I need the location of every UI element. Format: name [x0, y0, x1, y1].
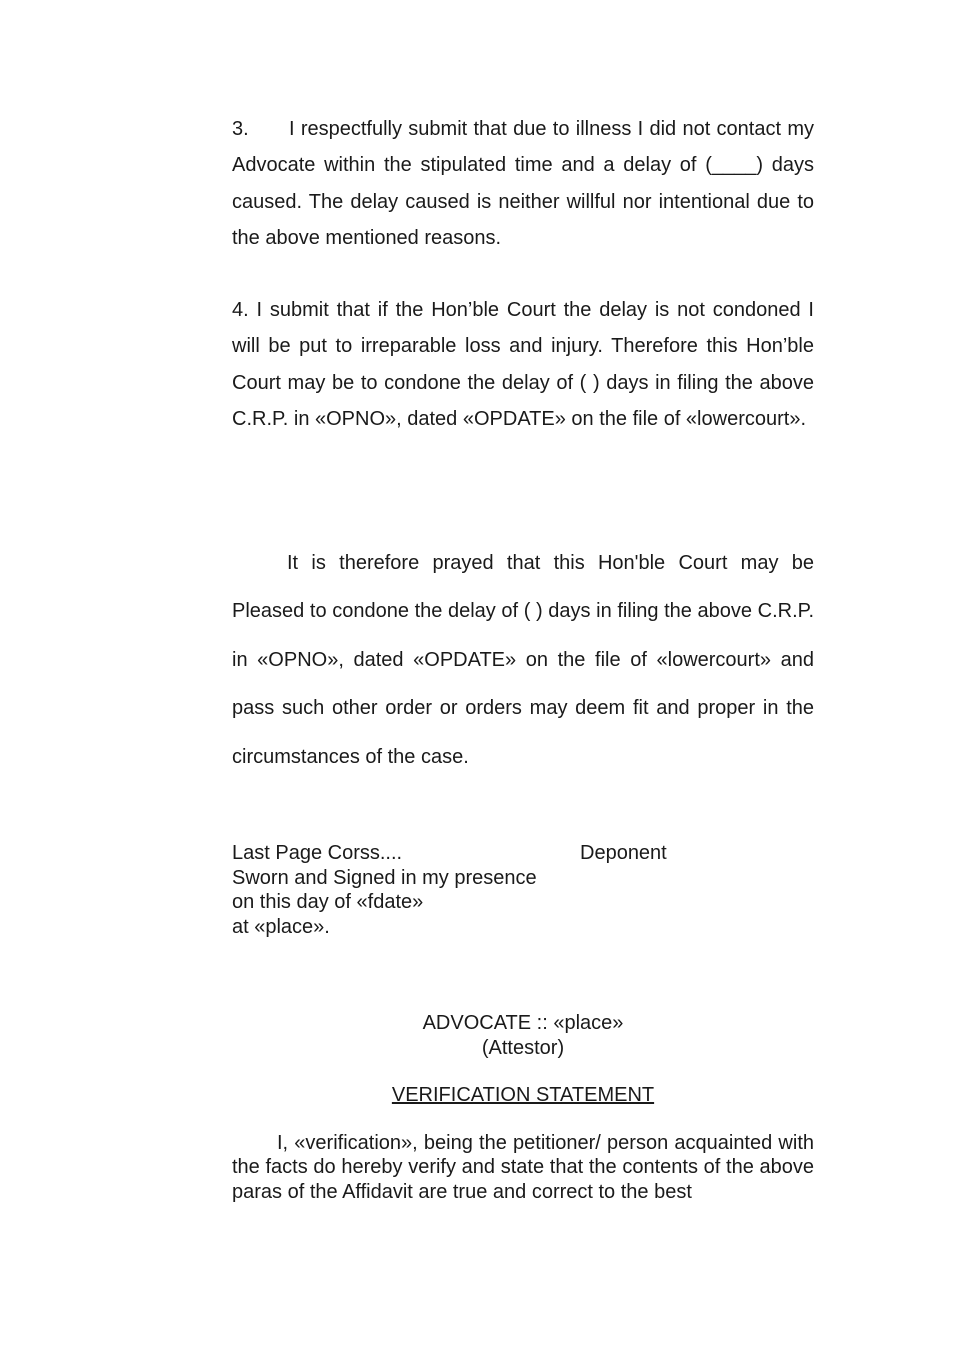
prayer-paragraph: It is therefore prayed that this Hon'ble Court may be Pleased to condone the delay of ( ) days in filing the above C.R.P. in «OPNO», dated «OPDATE» on the file of «lowercourt» and pass such other order or orders may deem fit and proper in the circumstances of the case.	[232, 552, 814, 768]
signature-line-3: on this day of «fdate»	[232, 891, 424, 913]
deponent-label: Deponent	[580, 842, 667, 864]
paragraph-3-number: 3.	[232, 118, 249, 140]
verification-title: VERIFICATION STATEMENT	[391, 1084, 655, 1106]
signature-line-4: at «place».	[232, 915, 330, 938]
attestor-line: (Attestor)	[481, 1036, 565, 1059]
paragraph-3-text: I respectfully submit that due to illness I did not contact my Advocate within the stipulated time and a delay of (____) days caused. The delay caused is neither willful nor intentional due to the above mentioned reasons.	[232, 118, 814, 249]
signature-block	[232, 841, 537, 939]
advocate-line: ADVOCATE :: «place»	[422, 1012, 624, 1034]
advocate-block	[232, 1011, 814, 1060]
signature-line-1: Last Page Corss....	[232, 842, 403, 864]
signature-line-2: Sworn and Signed in my presence	[232, 866, 537, 889]
paragraph-3	[232, 111, 814, 256]
verification-text: I, «verification», being the petitioner/ person acquainted with the facts do hereby verify and state that the contents of the above paras of the Affidavit are true and correct to the best	[232, 1132, 814, 1203]
paragraph-4: 4. I submit that if the Hon’ble Court the delay is not condoned I will be put to irreparable loss and injury. Therefore this Hon’ble Court may be to condone the delay of ( ) days in filing the above C.R.P. in «OPNO», dated «OPDATE» on the file of «lowercourt».	[232, 299, 814, 430]
